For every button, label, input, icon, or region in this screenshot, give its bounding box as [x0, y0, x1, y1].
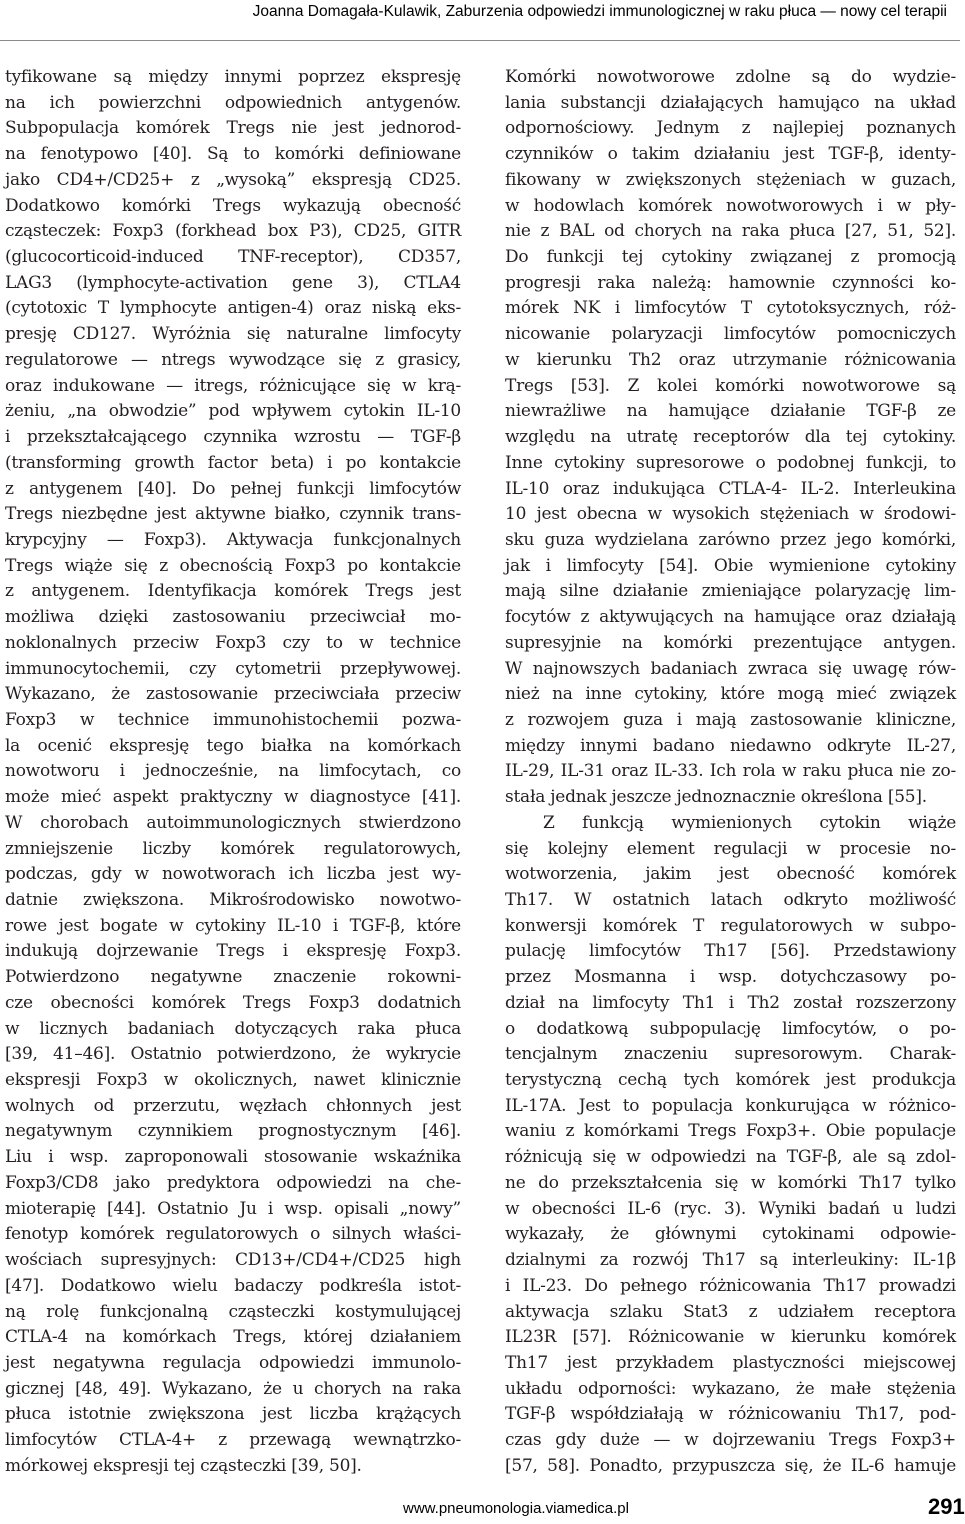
text-line: z rozwojem guza i mają zastosowanie kliniczne,: [505, 709, 956, 730]
text-line: fenotyp komórek regulatorowych o silnych właści-: [5, 1224, 461, 1245]
text-line: progresji raka należą: hamownie czynności ko-: [505, 272, 956, 293]
text-line: możliwa dzięki zastosowaniu przeciwciał mo-: [5, 607, 461, 628]
text-line: Th17. W ostatnich latach odkryto możliwość: [505, 890, 956, 910]
text-line: Foxp3 w technice immunohistochemii pozwa-: [5, 709, 461, 730]
text-line: w licznych badaniach dotyczących raka płuca: [5, 1018, 461, 1039]
text-line: na fenotypowo [40]. Są to komórki definiowane: [5, 144, 461, 165]
text-line: może mieć aspekt praktyczny w diagnostyce [41].: [5, 787, 461, 808]
text-line: datnie zwiększona. Mikrośrodowisko nowotwo-: [5, 890, 461, 910]
text-line: cząsteczek: Foxp3 (forkhead box P3), CD25, GITR: [5, 221, 461, 242]
text-line: podczas, gdy w nowotworach ich liczba jest wy-: [5, 864, 461, 885]
text-line: dział na limfocyty Th1 i Th2 został rozszerzony: [505, 992, 956, 1013]
text-line: noklonalnych przeciw Foxp3 czy to w technice: [5, 632, 461, 653]
text-line: dzialnymi za rozwój Th17 są interleukiny: IL-1β: [505, 1250, 956, 1271]
text-line: ekspresji Foxp3 w okolicznych, nawet klinicznie: [5, 1070, 461, 1091]
text-line: Do funkcji tej cytokiny związanej z promocją: [505, 247, 956, 268]
text-line: układu odporności: wykazano, że małe stężenia: [505, 1378, 956, 1399]
text-line: jak i limfocyty [54]. Obie wymienione cytokiny: [505, 555, 956, 576]
text-line: ną rolę funkcjonalną cząsteczki kostymulującej: [5, 1301, 461, 1322]
text-line: na ich powierzchni odpowiednich antygenów.: [5, 92, 461, 113]
text-line: tencjalnym znaczeniu supresorowym. Charak-: [505, 1044, 956, 1065]
text-line: sku guza wydzielana zarówno przez jego komórki,: [505, 529, 956, 550]
text-line: cze obecności komórek Tregs Foxp3 dodatnich: [5, 992, 461, 1013]
text-line: względu na utratę receptorów dla tej cytokiny.: [505, 427, 956, 448]
text-line: o dodatkową subpopulację limfocytów, o po-: [505, 1018, 956, 1039]
text-line: 10 jest obecna w wysokich stężeniach w środowi-: [505, 504, 956, 525]
text-line: mają silne działanie zmieniające polaryzację lim-: [505, 581, 956, 602]
text-line: jest negatywna regulacja odpowiedzi immunolo-: [5, 1352, 461, 1373]
text-line: (cytotoxic T lymphocyte antigen-4) oraz niską eks-: [5, 298, 461, 319]
text-line: indukują dojrzewanie Tregs i ekspresję Foxp3.: [5, 941, 461, 962]
text-line: focytów z aktywujących na hamujące oraz działają: [505, 607, 956, 628]
text-line: nicowanie polaryzacji limfocytów pomocniczych: [505, 324, 956, 345]
text-line: wotworzenia, jakim jest obecność komórek: [505, 864, 956, 885]
text-line: Subpopulacja komórek Tregs nie jest jednorod-: [5, 118, 461, 139]
text-line: się kolejny element regulacji w procesie no-: [505, 838, 956, 859]
text-line: wykazały, że głównymi cytokinami odpowie-: [505, 1224, 956, 1245]
text-line: gicznej [48, 49]. Wykazano, że u chorych na raka: [5, 1378, 461, 1399]
text-line: stała jednak jeszcze jednoznacznie określona [55].: [505, 787, 927, 808]
footer-url[interactable]: www.pneumonologia.viamedica.pl: [403, 1500, 629, 1517]
text-column-right: [505, 65, 956, 1480]
text-line: przez Mosmanna i wsp. dotychczasowy po-: [505, 967, 956, 988]
text-line: presję CD127. Wyróżnia się naturalne limfocyty: [5, 324, 461, 345]
text-line: Liu i wsp. zaproponowali stosowanie wskaźnika: [5, 1147, 461, 1168]
text-line: mioterapię [44]. Ostatnio Ju i wsp. opisali „nowy”: [5, 1198, 461, 1219]
text-line: niewrażliwe na hamujące działanie TGF-β ze: [505, 401, 956, 422]
text-line: mórkowej ekspresji tej cząsteczki [39, 50].: [5, 1455, 362, 1476]
text-line: różnicują się w odpowiedzi na TGF-β, ale są zdol-: [505, 1147, 956, 1168]
text-line: limfocytów CTLA-4+ z przewagą wewnątrzko-: [5, 1430, 461, 1451]
text-line: IL23R [57]. Różnicowanie w kierunku komórek: [505, 1327, 956, 1348]
text-line: zmniejszenie liczby komórek regulatorowych,: [5, 838, 461, 859]
page-number: 291: [928, 1494, 965, 1519]
text-line: pulację limfocytów Th17 [56]. Przedstawiony: [505, 941, 956, 962]
text-line: waniu z komórkami Tregs Foxp3+. Obie populacje: [505, 1121, 956, 1142]
text-line: Tregs wiąże się z obecnością Foxp3 po kontakcie: [5, 555, 461, 576]
text-line: Tregs [53]. Z kolei komórki nowotworowe są: [505, 375, 956, 396]
text-line: W najnowszych badaniach zwraca się uwagę rów-: [505, 658, 956, 679]
text-line: la ocenić ekspresję tego białka na komórkach: [5, 735, 461, 756]
text-line: krypcyjny — Foxp3). Aktywacja funkcjonalnych: [5, 529, 461, 550]
text-line: konwersji komórek T regulatorowych w subpo-: [505, 915, 956, 936]
text-line: z antygenem [40]. Do pełnej funkcji limfocytów: [5, 478, 461, 499]
text-line: odpornościowy. Jednym z najlepiej poznanych: [505, 118, 956, 139]
text-column-left: [5, 65, 461, 1480]
text-line: płuca istotnie zwiększona jest liczba krążących: [5, 1404, 461, 1425]
text-line: mórek NK i limfocytów T cytotoksycznych, róż-: [505, 298, 956, 319]
text-line: (transforming growth factor beta) i po kontakcie: [5, 452, 461, 473]
text-line: TGF-β współdziałają w różnicowaniu Th17, pod-: [505, 1404, 956, 1425]
text-line: W chorobach autoimmunologicznych stwierdzono: [5, 812, 461, 833]
text-line: [47]. Dodatkowo wielu badaczy podkreśla istot-: [5, 1275, 461, 1296]
text-line: supresyjnie na komórki prezentujące antygen.: [505, 632, 956, 653]
text-line: negatywnym czynnikiem prognostycznym [46].: [5, 1121, 461, 1142]
text-line: [57, 58]. Ponadto, przypuszcza się, że IL-6 hamuje: [505, 1455, 956, 1476]
text-line: i przekształcającego czynnika wzrostu — TGF-β: [5, 427, 461, 448]
running-header: Joanna Domagała-Kulawik, Zaburzenia odpowiedzi immunologicznej w raku płuca — nowy cel terapii: [252, 3, 947, 20]
text-line: Inne cytokiny supresorowe o podobnej funkcji, to: [505, 452, 956, 473]
text-line: ne do przekształcenia się w komórki Th17 tylko: [505, 1172, 956, 1193]
text-line: rowe jest bogate w cytokiny IL-10 i TGF-β, które: [5, 915, 461, 936]
text-line: Dodatkowo komórki Tregs wykazują obecność: [5, 195, 461, 216]
header-divider: [0, 40, 960, 41]
text-line: aktywacja szlaku Stat3 z udziałem receptora: [505, 1301, 956, 1322]
text-line: CTLA-4 na komórkach Tregs, której działaniem: [5, 1327, 461, 1348]
text-line: IL-10 oraz indukująca CTLA-4- IL-2. Interleukina: [505, 478, 956, 499]
text-line: oraz indukowane — itregs, różnicujące się w krą-: [5, 375, 461, 396]
text-line: tyfikowane są między innymi poprzez ekspresję: [5, 67, 461, 87]
text-line: IL-29, IL-31 oraz IL-33. Ich rola w raku płuca nie zo-: [505, 761, 956, 782]
text-line: lania substancji działających hamująco na układ: [505, 92, 956, 113]
text-line: regulatorowe — ntregs wywodzące się z grasicy,: [5, 349, 461, 370]
text-line: immunocytochemii, czy cytometrii przepływowej.: [5, 658, 461, 679]
text-line: wolnych od przerzutu, węzłach chłonnych jest: [5, 1095, 461, 1116]
text-line: w obecności IL-6 (ryc. 3). Wyniki badań u ludzi: [505, 1198, 956, 1219]
text-line: nież na inne cytokiny, które mogą mieć związek: [505, 684, 956, 705]
text-line: [39, 41–46]. Ostatnio potwierdzono, że wykrycie: [5, 1044, 461, 1065]
text-line: jako CD4+/CD25+ z „wysoką” ekspresją CD25.: [5, 169, 461, 190]
text-line: Komórki nowotworowe zdolne są do wydzie-: [505, 67, 956, 87]
text-line: żeniu, „na obwodzie” pod wpływem cytokin IL-10: [5, 401, 461, 422]
text-line: fikowany w zwiększonych stężeniach w guzach,: [505, 169, 956, 190]
text-line: Th17 jest przykładem plastyczności miejscowej: [505, 1352, 956, 1373]
text-line: Foxp3/CD8 jako predyktora odpowiedzi na che-: [5, 1172, 461, 1193]
text-line: i IL-23. Do pełnego różnicowania Th17 prowadzi: [505, 1275, 956, 1296]
text-line: Wykazano, że zastosowanie przeciwciała przeciw: [5, 684, 461, 705]
text-line: (glucocorticoid-induced TNF-receptor), CD357,: [5, 247, 461, 268]
text-line: LAG3 (lymphocyte-activation gene 3), CTLA4: [5, 272, 461, 293]
text-line: czas gdy duże — w dojrzewaniu Tregs Foxp3+: [505, 1430, 956, 1451]
text-line: czynników o takim działaniu jest TGF-β, identy-: [505, 144, 956, 165]
text-line: między innymi badano niedawno odkryte IL-27,: [505, 735, 956, 756]
text-line: w kierunku Th2 oraz utrzymanie różnicowania: [505, 349, 956, 370]
text-line: w hodowlach komórek nowotworowych i w pły-: [505, 195, 956, 216]
text-line: terystyczną cechą tych komórek jest produkcja: [505, 1070, 956, 1091]
text-line: Z funkcją wymienionych cytokin wiąże: [543, 812, 956, 833]
text-line: nowotworu i jednocześnie, na limfocytach, co: [5, 761, 461, 782]
text-line: nie z BAL od chorych na raka płuca [27, 51, 52].: [505, 221, 956, 242]
text-line: Tregs niezbędne jest aktywne białko, czynnik trans-: [5, 504, 461, 525]
text-line: IL-17A. Jest to populacja konkurująca w różnico-: [505, 1095, 956, 1116]
text-line: Potwierdzono negatywne znaczenie rokowni-: [5, 967, 461, 988]
text-line: wościach supresyjnych: CD13+/CD4+/CD25 high: [5, 1250, 461, 1271]
text-line: z antygenem. Identyfikacja komórek Tregs jest: [5, 581, 461, 602]
